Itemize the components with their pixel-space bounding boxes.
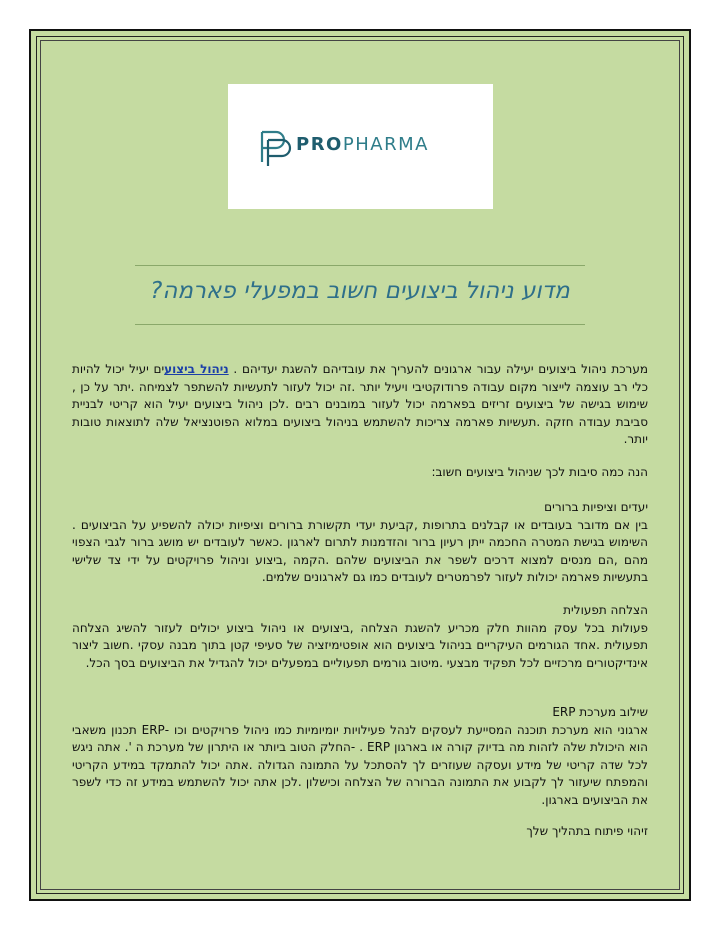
intro-text-end: ים יעיל יכול להיות כלי רב עוצמה לייצור מקום עבודה פרודוקטיבי ויעיל יותר .זה יכול לעזור לתעשיות להשתפר לצמיחה .יתר על כן , שימוש בגישה של ביצועים זריזים בפארמה יכול לעזור במובנים רבים .לכן ניהול ביצועים יעיל הוא קריטי לבניית סביבת עבודה חזקה .תעשיות פארמה צריכות להשתמש בניהול ביצועים במלוא הפוטנציאל שלה לתוצאות טובות יותר. [72,362,648,446]
page-title: מדוע ניהול ביצועים חשוב במפעלי פארמה? [150,278,570,304]
logo-wordmark [296,134,429,155]
section-heading: יעדים וציפיות ברורים [544,500,648,514]
section-last [72,823,648,841]
performance-management-link[interactable]: ניהול ביצוע [164,362,229,376]
propharma-logo-icon [256,126,292,168]
section-erp [72,704,648,809]
title-divider-bottom [135,324,585,325]
section-text: בין אם מדובר בעובדים או קבלנים בתרופות ,קביעת יעדי תקשורת ברורים וציפיות יכולה להשפיע על הביצועים . השימוש בגישת המטרה החכמה ייתן רעיון ברור והזדמנות לתרום לארגון .כאשר לעובדים יש מושג ברור לגבי הצפוי מהם ,הם מנסים למצוא דרכים לשפר את הביצועים שלהם .הקמה ,ביצוע וניהול פרויקטים על ידי צד שלישי בתעשיות פארמה יכולות לעזור לפרמטרים לעובדים כמו גם לארגונים שלמים. [72,517,648,584]
section-text: ארגוני הוא מערכת תוכנה המסייעת לעסקים לנהל פעילויות יומיומיות כמו ניהול פרויקטים וכו -ERP תכנון משאבי הוא היכולת שלה לזהות מה בדיוק קורה או בארגון ERP . -החלק הטוב ביותר או היתרון של מערכת ה '. אתה ניגש לכל שדה קריטי של מידע ועסקה שעוזרים לך להסתכל על התמונה הגדולה .אתה יכול להתמקד במידע הקריטי והמפתח שיעזור לך לקבוע את התמונה הברורה של הצלחה וכישלון .לכן אתה יכול להשתמש במידע זה כדי לשפר את הביצועים בארגון. [72,722,649,807]
reasons-intro-text: הנה כמה סיבות לכך שניהול ביצועים חשוב: [431,465,648,479]
title-divider-top [135,265,585,266]
section-heading: הצלחה תפעולית [563,603,648,617]
company-logo [228,84,493,209]
section-goals [72,499,648,587]
section-heading: זיהוי פיתוח בתהליך שלך [526,824,648,838]
reasons-intro [72,464,648,482]
section-text: פעולות בכל עסק מהוות חלק מכריע להשגת הצלחה ,ביצועים או ניהול ביצוע יכולים לעזור להשיג הצלחה תפעולית .אחד הגורמים העיקריים בניהול ביצועים הוא אופטימיזציה של סעיפי קטן בתוך מבנה עסקי .חשוב ליצור אינדיקטורים מרכזיים לכל תפקיד מבצעי .מיטוב גורמים תפעוליים במפעלים יכול להגדיל את הביצועים בסך הכל. [72,620,648,670]
logo-text-bold: PRO [296,134,343,155]
logo-text-light: PHARMA [342,134,429,155]
intro-text-start: מערכת ניהול ביצועים יעילה עבור ארגונים להעריך את עובדיהם להשגת יעדיהם . [233,362,648,376]
intro-paragraph [72,361,648,449]
section-heading: שילוב מערכת ERP [552,705,648,719]
section-operational-success [72,602,648,672]
